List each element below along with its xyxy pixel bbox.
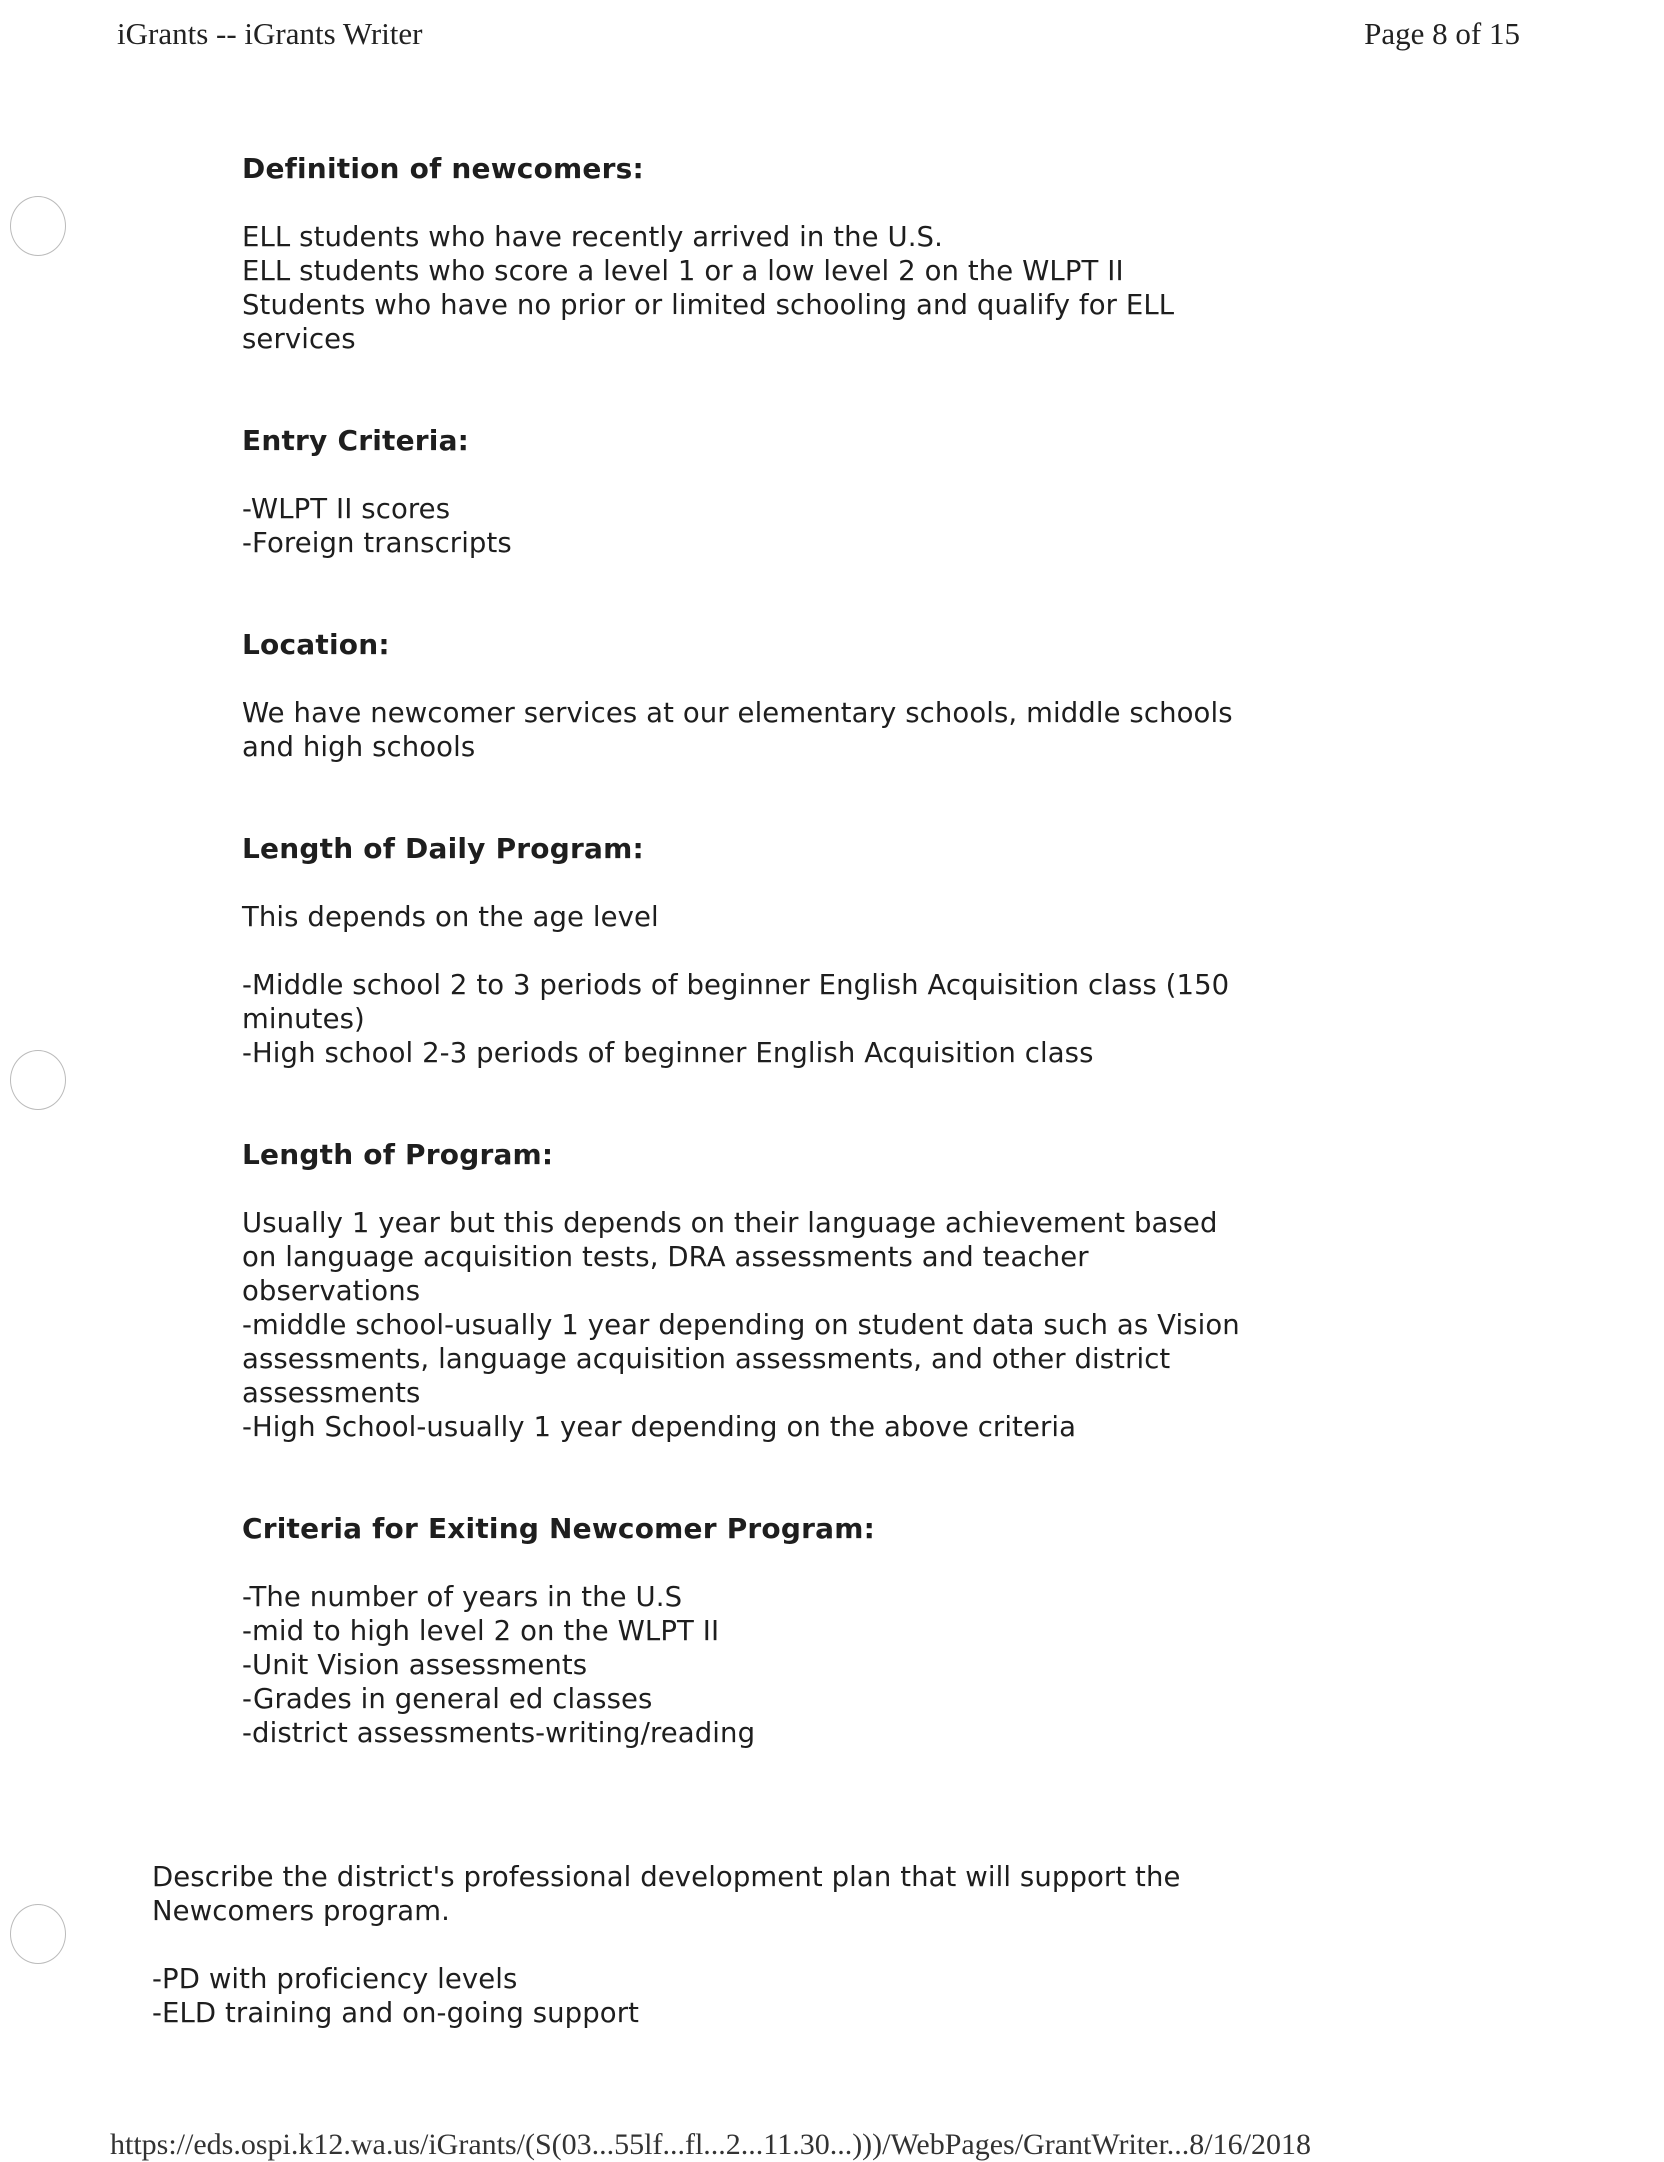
document-body bbox=[242, 152, 1272, 1750]
text-line: -Unit Vision assessments bbox=[242, 1649, 588, 1681]
text-line: and high schools bbox=[242, 731, 476, 763]
text-line: ELL students who have recently arrived in the U.S. bbox=[242, 221, 943, 253]
text-line: on language acquisition tests, DRA assessments and teacher bbox=[242, 1241, 1089, 1273]
pd-plan-question bbox=[152, 1860, 1252, 2030]
header-left-title: iGrants -- iGrants Writer bbox=[117, 16, 423, 51]
punch-hole-bottom bbox=[10, 1904, 66, 1964]
text-line: minutes) bbox=[242, 1003, 365, 1035]
section-text bbox=[242, 1580, 1272, 1750]
text-line: -PD with proficiency levels bbox=[152, 1963, 518, 1995]
section-heading: Location: bbox=[242, 628, 390, 661]
question-prompt bbox=[152, 1860, 1252, 1928]
text-line: Describe the district's professional development plan that will support the bbox=[152, 1861, 1181, 1893]
section-length-of-program bbox=[242, 1138, 1272, 1444]
text-line: assessments, language acquisition assessments, and other district bbox=[242, 1343, 1171, 1375]
text-line: -Foreign transcripts bbox=[242, 527, 512, 559]
text-line: -WLPT II scores bbox=[242, 493, 451, 525]
section-length-of-daily-program bbox=[242, 832, 1272, 1070]
text-line: Students who have no prior or limited schooling and qualify for ELL bbox=[242, 289, 1175, 321]
section-heading: Entry Criteria: bbox=[242, 424, 470, 457]
section-text bbox=[242, 968, 1272, 1070]
text-line: Newcomers program. bbox=[152, 1895, 450, 1927]
text-line: ELL students who score a level 1 or a low level 2 on the WLPT II bbox=[242, 255, 1124, 287]
section-location bbox=[242, 628, 1272, 764]
question-answer bbox=[152, 1962, 1252, 2030]
section-exit-criteria bbox=[242, 1512, 1272, 1750]
text-line: We have newcomer services at our elementary schools, middle schools bbox=[242, 697, 1233, 729]
punch-hole-top bbox=[10, 196, 66, 256]
text-line: services bbox=[242, 323, 356, 355]
section-heading: Definition of newcomers: bbox=[242, 152, 644, 185]
section-heading: Length of Program: bbox=[242, 1138, 554, 1171]
section-text bbox=[242, 492, 1272, 560]
text-line: -High School-usually 1 year depending on the above criteria bbox=[242, 1411, 1077, 1443]
section-definition-of-newcomers bbox=[242, 152, 1272, 356]
page-number: Page 8 of 15 bbox=[1364, 16, 1520, 51]
section-heading: Criteria for Exiting Newcomer Program: bbox=[242, 1512, 875, 1545]
section-entry-criteria bbox=[242, 424, 1272, 560]
section-text bbox=[242, 1206, 1272, 1444]
text-line: assessments bbox=[242, 1377, 421, 1409]
section-intro: This depends on the age level bbox=[242, 901, 659, 933]
text-line: -Grades in general ed classes bbox=[242, 1683, 653, 1715]
text-line: -High school 2-3 periods of beginner English Acquisition class bbox=[242, 1037, 1094, 1069]
footer-url: https://eds.ospi.k12.wa.us/iGrants/(S(03...55lf...fl...2...11.30...)))/WebPages/GrantWriter...8/16/2018 bbox=[110, 2128, 1311, 2161]
text-line: -The number of years in the U.S bbox=[242, 1581, 683, 1613]
punch-hole-middle bbox=[10, 1050, 66, 1110]
text-line: -ELD training and on-going support bbox=[152, 1997, 639, 2029]
text-line: Usually 1 year but this depends on their language achievement based bbox=[242, 1207, 1218, 1239]
text-line: -district assessments-writing/reading bbox=[242, 1717, 756, 1749]
section-text bbox=[242, 696, 1272, 764]
section-heading: Length of Daily Program: bbox=[242, 832, 644, 865]
text-line: -mid to high level 2 on the WLPT II bbox=[242, 1615, 720, 1647]
text-line: observations bbox=[242, 1275, 421, 1307]
section-text bbox=[242, 220, 1272, 356]
text-line: -Middle school 2 to 3 periods of beginner English Acquisition class (150 bbox=[242, 969, 1230, 1001]
text-line: -middle school-usually 1 year depending on student data such as Vision bbox=[242, 1309, 1240, 1341]
